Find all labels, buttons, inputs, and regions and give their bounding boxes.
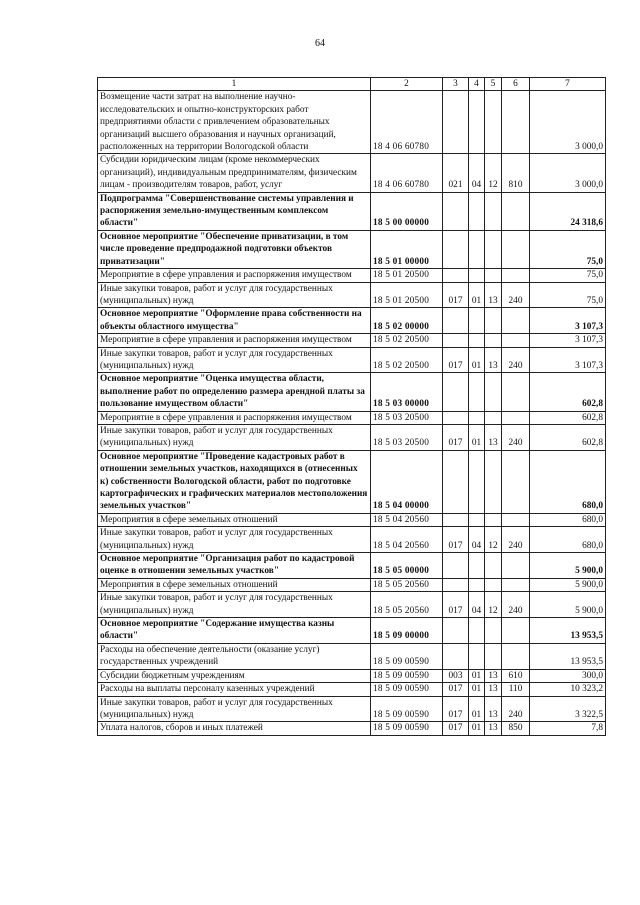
row-name-cell: Иные закупки товаров, работ и услуг для государственных (муниципальных) нужд bbox=[98, 282, 371, 308]
amount-cell: 75,0 bbox=[530, 282, 606, 308]
grbs-code-cell bbox=[443, 513, 469, 526]
expense-type-code-cell bbox=[502, 308, 530, 334]
expense-type-code-cell: 240 bbox=[502, 696, 530, 722]
target-article-code-cell: 18 5 03 20500 bbox=[371, 411, 443, 424]
grbs-code-cell bbox=[443, 373, 469, 411]
amount-cell: 7,8 bbox=[530, 722, 606, 735]
expense-type-code-cell bbox=[502, 192, 530, 230]
table-row bbox=[98, 230, 606, 268]
subsection-code-cell bbox=[485, 334, 502, 347]
subsection-code-cell: 13 bbox=[485, 669, 502, 682]
row-name-cell: Расходы на обеспечение деятельности (оказание услуг) государственных учреждений bbox=[98, 643, 371, 669]
amount-cell: 680,0 bbox=[530, 527, 606, 553]
section-code-cell bbox=[469, 230, 485, 268]
section-code-cell: 01 bbox=[469, 722, 485, 735]
subsection-code-cell bbox=[485, 192, 502, 230]
section-code-cell: 04 bbox=[469, 527, 485, 553]
table-row bbox=[98, 91, 606, 154]
expense-type-code-cell: 240 bbox=[502, 527, 530, 553]
amount-cell: 5 900,0 bbox=[530, 553, 606, 579]
expense-type-code-cell bbox=[502, 578, 530, 591]
subsection-code-cell: 13 bbox=[485, 696, 502, 722]
section-code-cell: 04 bbox=[469, 154, 485, 192]
subsection-code-cell: 12 bbox=[485, 527, 502, 553]
target-article-code-cell: 18 5 01 20500 bbox=[371, 282, 443, 308]
expense-type-code-cell: 240 bbox=[502, 592, 530, 618]
table-row bbox=[98, 513, 606, 526]
budget-table bbox=[97, 77, 606, 736]
row-name-cell: Мероприятие в сфере управления и распоряжения имуществом bbox=[98, 269, 371, 282]
header-cell: 1 bbox=[98, 78, 371, 91]
amount-cell: 3 322,5 bbox=[530, 696, 606, 722]
section-code-cell bbox=[469, 308, 485, 334]
row-name-cell: Основное мероприятие "Оформление права собственности на объекты областного имущества" bbox=[98, 308, 371, 334]
target-article-code-cell: 18 5 05 20560 bbox=[371, 592, 443, 618]
row-name-cell: Субсидии юридическим лицам (кроме некоммерческих организаций), индивидуальным предпринимателям, физическим лицам - производителям товаров, работ, услуг bbox=[98, 154, 371, 192]
subsection-code-cell bbox=[485, 450, 502, 513]
header-cell: 7 bbox=[530, 78, 606, 91]
grbs-code-cell: 017 bbox=[443, 282, 469, 308]
table-row bbox=[98, 192, 606, 230]
grbs-code-cell bbox=[443, 192, 469, 230]
amount-cell: 602,8 bbox=[530, 411, 606, 424]
target-article-code-cell: 18 5 09 00590 bbox=[371, 643, 443, 669]
row-name-cell: Мероприятие в сфере управления и распоряжения имуществом bbox=[98, 334, 371, 347]
amount-cell: 3 000,0 bbox=[530, 154, 606, 192]
table-row bbox=[98, 722, 606, 735]
target-article-code-cell: 18 5 01 00000 bbox=[371, 230, 443, 268]
row-name-cell: Иные закупки товаров, работ и услуг для государственных (муниципальных) нужд bbox=[98, 592, 371, 618]
page-number: 64 bbox=[315, 38, 325, 49]
table-row bbox=[98, 308, 606, 334]
subsection-code-cell bbox=[485, 643, 502, 669]
header-cell: 3 bbox=[443, 78, 469, 91]
section-code-cell bbox=[469, 513, 485, 526]
amount-cell: 75,0 bbox=[530, 230, 606, 268]
row-name-cell: Мероприятия в сфере земельных отношений bbox=[98, 578, 371, 591]
amount-cell: 75,0 bbox=[530, 269, 606, 282]
amount-cell: 3 107,3 bbox=[530, 308, 606, 334]
grbs-code-cell bbox=[443, 230, 469, 268]
grbs-code-cell: 017 bbox=[443, 347, 469, 373]
subsection-code-cell: 13 bbox=[485, 347, 502, 373]
header-cell: 5 bbox=[485, 78, 502, 91]
amount-cell: 13 953,5 bbox=[530, 643, 606, 669]
expense-type-code-cell bbox=[502, 269, 530, 282]
subsection-code-cell: 13 bbox=[485, 683, 502, 696]
table-row bbox=[98, 527, 606, 553]
header-cell: 2 bbox=[371, 78, 443, 91]
table-row bbox=[98, 618, 606, 644]
grbs-code-cell bbox=[443, 334, 469, 347]
amount-cell: 602,8 bbox=[530, 424, 606, 450]
table-row bbox=[98, 154, 606, 192]
table-row bbox=[98, 373, 606, 411]
table-row bbox=[98, 411, 606, 424]
section-code-cell: 01 bbox=[469, 696, 485, 722]
row-name-cell: Основное мероприятие "Содержание имущества казны области" bbox=[98, 618, 371, 644]
section-code-cell bbox=[469, 192, 485, 230]
table-row bbox=[98, 269, 606, 282]
subsection-code-cell bbox=[485, 411, 502, 424]
expense-type-code-cell: 240 bbox=[502, 282, 530, 308]
expense-type-code-cell bbox=[502, 618, 530, 644]
row-name-cell: Расходы на выплаты персоналу казенных учреждений bbox=[98, 683, 371, 696]
target-article-code-cell: 18 5 03 20500 bbox=[371, 424, 443, 450]
row-name-cell: Возмещение части затрат на выполнение научно-исследовательских и опытно-конструкторских работ предприятиями области с привлечением образовательных организаций высшего образования и научных организаций, расположенных на территории Вологодской области bbox=[98, 91, 371, 154]
row-name-cell: Основное мероприятие "Организация работ по кадастровой оценке в отношении земельных участков" bbox=[98, 553, 371, 579]
subsection-code-cell: 13 bbox=[485, 722, 502, 735]
amount-cell: 680,0 bbox=[530, 513, 606, 526]
grbs-code-cell bbox=[443, 618, 469, 644]
target-article-code-cell: 18 5 09 00590 bbox=[371, 683, 443, 696]
row-name-cell: Подпрограмма "Совершенствование системы управления и распоряжения земельно-имущественным комплексом области" bbox=[98, 192, 371, 230]
section-code-cell bbox=[469, 578, 485, 591]
section-code-cell bbox=[469, 411, 485, 424]
grbs-code-cell bbox=[443, 411, 469, 424]
target-article-code-cell: 18 5 04 00000 bbox=[371, 450, 443, 513]
target-article-code-cell: 18 4 06 60780 bbox=[371, 154, 443, 192]
subsection-code-cell: 13 bbox=[485, 282, 502, 308]
expense-type-code-cell bbox=[502, 411, 530, 424]
amount-cell: 3 107,3 bbox=[530, 347, 606, 373]
section-code-cell: 01 bbox=[469, 669, 485, 682]
grbs-code-cell: 021 bbox=[443, 154, 469, 192]
grbs-code-cell: 003 bbox=[443, 669, 469, 682]
row-name-cell: Иные закупки товаров, работ и услуг для государственных (муниципальных) нужд bbox=[98, 424, 371, 450]
target-article-code-cell: 18 5 03 00000 bbox=[371, 373, 443, 411]
row-name-cell: Иные закупки товаров, работ и услуг для государственных (муниципальных) нужд bbox=[98, 696, 371, 722]
grbs-code-cell bbox=[443, 450, 469, 513]
target-article-code-cell: 18 5 05 20560 bbox=[371, 578, 443, 591]
expense-type-code-cell: 240 bbox=[502, 424, 530, 450]
table-row bbox=[98, 553, 606, 579]
row-name-cell: Основное мероприятие "Обеспечение приватизации, в том числе проведение предпродажной подготовки объектов приватизации" bbox=[98, 230, 371, 268]
row-name-cell: Субсидии бюджетным учреждениям bbox=[98, 669, 371, 682]
subsection-code-cell bbox=[485, 578, 502, 591]
section-code-cell bbox=[469, 269, 485, 282]
amount-cell: 13 953,5 bbox=[530, 618, 606, 644]
target-article-code-cell: 18 5 09 00000 bbox=[371, 618, 443, 644]
subsection-code-cell bbox=[485, 618, 502, 644]
amount-cell: 3 000,0 bbox=[530, 91, 606, 154]
target-article-code-cell: 18 5 04 20560 bbox=[371, 527, 443, 553]
amount-cell: 5 900,0 bbox=[530, 592, 606, 618]
table-row bbox=[98, 424, 606, 450]
table-row bbox=[98, 683, 606, 696]
grbs-code-cell: 017 bbox=[443, 696, 469, 722]
expense-type-code-cell bbox=[502, 373, 530, 411]
target-article-code-cell: 18 5 02 20500 bbox=[371, 347, 443, 373]
expense-type-code-cell bbox=[502, 91, 530, 154]
expense-type-code-cell: 610 bbox=[502, 669, 530, 682]
table-row bbox=[98, 592, 606, 618]
amount-cell: 5 900,0 bbox=[530, 578, 606, 591]
section-code-cell bbox=[469, 373, 485, 411]
grbs-code-cell: 017 bbox=[443, 683, 469, 696]
expense-type-code-cell: 850 bbox=[502, 722, 530, 735]
expense-type-code-cell bbox=[502, 334, 530, 347]
section-code-cell bbox=[469, 553, 485, 579]
header-cell: 4 bbox=[469, 78, 485, 91]
table-row bbox=[98, 643, 606, 669]
expense-type-code-cell: 240 bbox=[502, 347, 530, 373]
grbs-code-cell bbox=[443, 643, 469, 669]
subsection-code-cell: 13 bbox=[485, 424, 502, 450]
subsection-code-cell: 12 bbox=[485, 592, 502, 618]
subsection-code-cell bbox=[485, 513, 502, 526]
table-row bbox=[98, 282, 606, 308]
row-name-cell: Мероприятие в сфере управления и распоряжения имуществом bbox=[98, 411, 371, 424]
grbs-code-cell bbox=[443, 578, 469, 591]
section-code-cell: 01 bbox=[469, 347, 485, 373]
amount-cell: 602,8 bbox=[530, 373, 606, 411]
grbs-code-cell bbox=[443, 308, 469, 334]
amount-cell: 680,0 bbox=[530, 450, 606, 513]
grbs-code-cell: 017 bbox=[443, 527, 469, 553]
amount-cell: 300,0 bbox=[530, 669, 606, 682]
table-header-row bbox=[98, 78, 606, 91]
section-code-cell bbox=[469, 618, 485, 644]
expense-type-code-cell bbox=[502, 643, 530, 669]
subsection-code-cell bbox=[485, 230, 502, 268]
target-article-code-cell: 18 5 09 00590 bbox=[371, 722, 443, 735]
subsection-code-cell bbox=[485, 91, 502, 154]
expense-type-code-cell: 810 bbox=[502, 154, 530, 192]
table-row bbox=[98, 450, 606, 513]
target-article-code-cell: 18 5 00 00000 bbox=[371, 192, 443, 230]
target-article-code-cell: 18 5 09 00590 bbox=[371, 669, 443, 682]
target-article-code-cell: 18 4 06 60780 bbox=[371, 91, 443, 154]
table-row bbox=[98, 578, 606, 591]
expense-type-code-cell: 110 bbox=[502, 683, 530, 696]
grbs-code-cell bbox=[443, 91, 469, 154]
target-article-code-cell: 18 5 02 00000 bbox=[371, 308, 443, 334]
table-row bbox=[98, 696, 606, 722]
expense-type-code-cell bbox=[502, 450, 530, 513]
table-row bbox=[98, 669, 606, 682]
subsection-code-cell bbox=[485, 373, 502, 411]
target-article-code-cell: 18 5 01 20500 bbox=[371, 269, 443, 282]
expense-type-code-cell bbox=[502, 230, 530, 268]
subsection-code-cell bbox=[485, 308, 502, 334]
row-name-cell: Основное мероприятие "Оценка имущества области, выполнение работ по определению размера арендной платы за пользование имуществом области" bbox=[98, 373, 371, 411]
grbs-code-cell: 017 bbox=[443, 722, 469, 735]
target-article-code-cell: 18 5 05 00000 bbox=[371, 553, 443, 579]
target-article-code-cell: 18 5 04 20560 bbox=[371, 513, 443, 526]
amount-cell: 24 318,6 bbox=[530, 192, 606, 230]
target-article-code-cell: 18 5 09 00590 bbox=[371, 696, 443, 722]
row-name-cell: Иные закупки товаров, работ и услуг для государственных (муниципальных) нужд bbox=[98, 527, 371, 553]
grbs-code-cell: 017 bbox=[443, 592, 469, 618]
section-code-cell: 01 bbox=[469, 683, 485, 696]
row-name-cell: Иные закупки товаров, работ и услуг для государственных (муниципальных) нужд bbox=[98, 347, 371, 373]
row-name-cell: Основное мероприятие "Проведение кадастровых работ в отношении земельных участков, находящихся в (отнесенных к) собственности Вологодской области, работ по подготовке картографических и графических материалов местоположения земельных участков" bbox=[98, 450, 371, 513]
section-code-cell bbox=[469, 334, 485, 347]
row-name-cell: Мероприятия в сфере земельных отношений bbox=[98, 513, 371, 526]
expense-type-code-cell bbox=[502, 513, 530, 526]
section-code-cell bbox=[469, 643, 485, 669]
section-code-cell bbox=[469, 91, 485, 154]
table-row bbox=[98, 334, 606, 347]
subsection-code-cell bbox=[485, 553, 502, 579]
subsection-code-cell: 12 bbox=[485, 154, 502, 192]
section-code-cell bbox=[469, 450, 485, 513]
amount-cell: 10 323,2 bbox=[530, 683, 606, 696]
grbs-code-cell bbox=[443, 269, 469, 282]
section-code-cell: 01 bbox=[469, 424, 485, 450]
expense-type-code-cell bbox=[502, 553, 530, 579]
amount-cell: 3 107,3 bbox=[530, 334, 606, 347]
subsection-code-cell bbox=[485, 269, 502, 282]
section-code-cell: 01 bbox=[469, 282, 485, 308]
row-name-cell: Уплата налогов, сборов и иных платежей bbox=[98, 722, 371, 735]
grbs-code-cell: 017 bbox=[443, 424, 469, 450]
grbs-code-cell bbox=[443, 553, 469, 579]
target-article-code-cell: 18 5 02 20500 bbox=[371, 334, 443, 347]
table-row bbox=[98, 347, 606, 373]
header-cell: 6 bbox=[502, 78, 530, 91]
section-code-cell: 04 bbox=[469, 592, 485, 618]
